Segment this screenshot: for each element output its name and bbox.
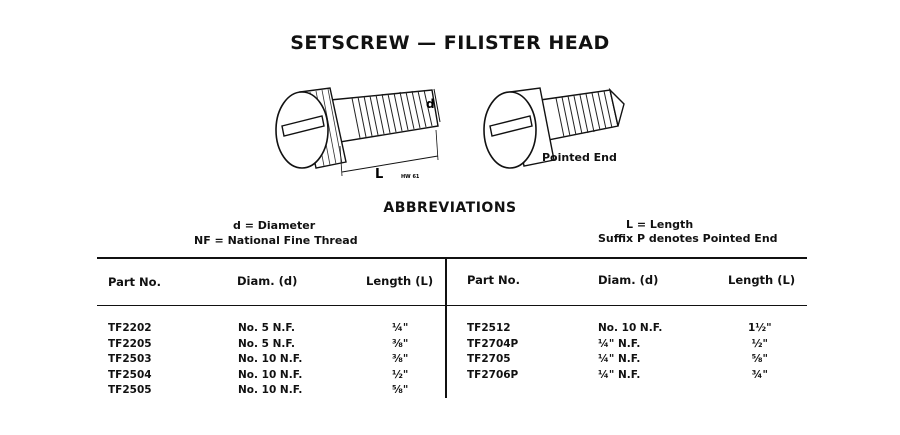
dimension-d-label: d — [426, 97, 435, 111]
abbr-national-fine: NF = National Fine Thread — [194, 234, 358, 247]
table-divider — [445, 258, 447, 398]
table-cell: TF2503 — [108, 353, 152, 365]
signature-mark: HW 61 — [401, 174, 420, 180]
table-cell: ½" — [751, 337, 768, 350]
right-diam-column — [598, 321, 662, 383]
table-cell: 1½" — [748, 322, 772, 334]
abbr-diameter: d = Diameter — [233, 219, 316, 232]
table-cell: ¼" N.F. — [598, 337, 641, 350]
table-cell: ½" — [392, 368, 409, 381]
abbreviations-heading: ABBREVIATIONS — [383, 200, 517, 216]
abbr-length: L = Length — [626, 218, 694, 231]
dimension-L-label: L — [375, 167, 384, 182]
setscrew-plain-illustration — [276, 88, 440, 182]
table-cell: No. 10 N.F. — [238, 368, 303, 381]
table-cell: TF2504 — [108, 368, 152, 381]
table-cell: No. 10 N.F. — [598, 322, 663, 334]
right-part-column — [467, 321, 518, 383]
table-cell: TF2706P — [467, 368, 519, 381]
table-cell: TF2505 — [108, 384, 152, 396]
table-cell: TF2202 — [108, 322, 152, 334]
table-cell: ⅜" — [392, 337, 409, 350]
right-header-diam: Diam. (d) — [598, 273, 659, 287]
table-cell: ⅝" — [392, 384, 409, 396]
table-cell: ¼" N.F. — [598, 353, 641, 365]
screw-drawing — [260, 78, 660, 193]
table-cell: TF2705 — [467, 353, 511, 365]
table-cell: TF2704P — [467, 337, 519, 350]
table-top-rule — [97, 257, 807, 259]
left-length-column — [392, 321, 408, 399]
left-header-diam: Diam. (d) — [237, 274, 298, 288]
table-cell: ¾" — [751, 368, 768, 381]
left-diam-column — [238, 321, 302, 399]
table-cell: ⅝" — [751, 353, 768, 365]
table-cell: No. 5 N.F. — [238, 322, 296, 334]
right-header-length: Length (L) — [728, 273, 796, 287]
table-header-rule — [97, 305, 807, 306]
abbr-suffix-p: Suffix P denotes Pointed End — [598, 232, 778, 245]
table-cell: ¼" — [392, 322, 409, 334]
table-cell: No. 5 N.F. — [238, 337, 296, 350]
pointed-end-label: Pointed End — [542, 151, 617, 164]
table-cell: TF2512 — [467, 322, 511, 334]
table-cell: No. 10 N.F. — [238, 353, 303, 365]
table-cell: ¼" N.F. — [598, 368, 641, 381]
left-header-length: Length (L) — [366, 274, 434, 288]
table-cell: TF2205 — [108, 337, 152, 350]
left-part-column — [108, 321, 152, 399]
table-cell: No. 10 N.F. — [238, 384, 303, 396]
page-title: SETSCREW — FILISTER HEAD — [290, 32, 610, 54]
right-header-part: Part No. — [467, 273, 520, 287]
right-length-column — [748, 321, 772, 383]
table-cell: ⅜" — [392, 353, 409, 365]
left-header-part: Part No. — [108, 275, 161, 289]
